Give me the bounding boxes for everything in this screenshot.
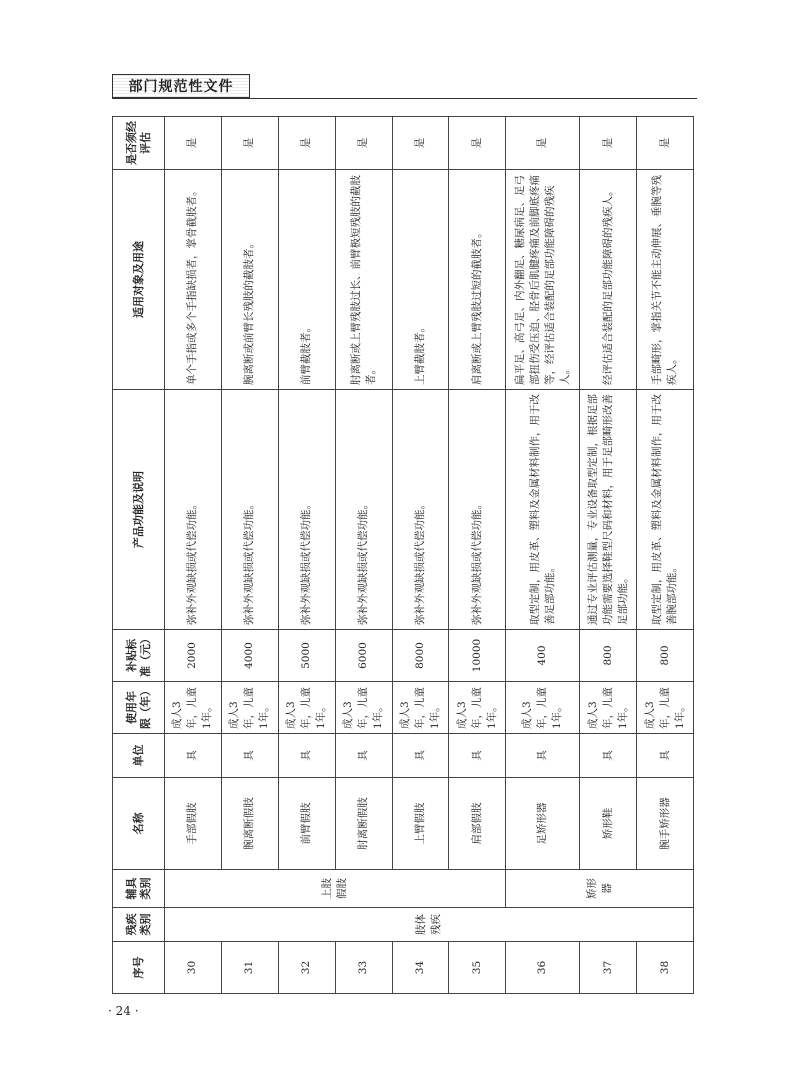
col-header-unit: 单位 [113,734,165,778]
cell-no: 37 [580,942,637,994]
cell-years: 成人3年，儿童1年。 [637,682,694,734]
cell-function: 弥补外观缺损或代偿功能。 [449,390,506,630]
cell-unit: 具 [449,734,506,778]
table-row [449,117,506,994]
table-row [637,117,694,994]
table-row [165,117,222,994]
cell-subsidy: 800 [580,630,637,682]
cell-years: 成人3年，儿童1年。 [506,682,580,734]
cell-years: 成人3年，儿童1年。 [392,682,449,734]
cell-target: 前臂截肢者。 [278,170,335,390]
cell-device-group-upper: 上肢假肢 [165,870,506,908]
cell-eval: 是 [392,117,449,170]
cell-unit: 具 [506,734,580,778]
cell-function: 弥补外观缺损或代偿功能。 [165,390,222,630]
cell-function: 弥补外观缺损或代偿功能。 [335,390,392,630]
table-row [278,117,335,994]
subsidy-table-container [112,117,694,994]
col-header-disability: 残疾类别 [113,908,165,942]
col-header-name: 名称 [113,778,165,870]
cell-eval: 是 [221,117,278,170]
cell-years: 成人3年，儿童1年。 [449,682,506,734]
cell-eval: 是 [449,117,506,170]
cell-name: 上臂假肢 [392,778,449,870]
cell-unit: 具 [335,734,392,778]
cell-years: 成人3年，儿童1年。 [278,682,335,734]
cell-years: 成人3年，儿童1年。 [335,682,392,734]
cell-name: 腕手矫形器 [637,778,694,870]
cell-unit: 具 [392,734,449,778]
cell-name: 矫形鞋 [580,778,637,870]
cell-unit: 具 [580,734,637,778]
cell-years: 成人3年，儿童1年。 [165,682,222,734]
cell-function: 取型定制，用皮革、塑料及金属材料制作，用于改善腕部功能。 [637,390,694,630]
cell-target: 上臂截肢者。 [392,170,449,390]
cell-function: 取型定制，用皮革、塑料及金属材料制作，用于改善足部功能。 [506,390,580,630]
cell-eval: 是 [637,117,694,170]
col-header-years: 使用年限（年） [113,682,165,734]
cell-no: 35 [449,942,506,994]
cell-eval: 是 [165,117,222,170]
cell-no: 36 [506,942,580,994]
cell-subsidy: 800 [637,630,694,682]
table-row [335,117,392,994]
col-header-subsidy: 补贴标准（元） [113,630,165,682]
table-row [506,117,580,994]
cell-disability-category: 肢体残疾 [165,908,694,942]
cell-name: 足矫形器 [506,778,580,870]
cell-years: 成人3年，儿童1年。 [580,682,637,734]
cell-name: 肩部假肢 [449,778,506,870]
col-header-device-type: 辅具类别 [113,870,165,908]
cell-target: 肘离断或上臂残肢过长、前臂极短残肢的截肢者。 [335,170,392,390]
cell-subsidy: 8000 [392,630,449,682]
cell-name: 前臂假肢 [278,778,335,870]
cell-function: 通过专业评估测量，专业设备取型定制，根据足部功能需要选择鞋型尺码和材料，用于足部畸形改善足部功能。 [580,390,637,630]
col-header-no: 序号 [113,942,165,994]
page-number: · 24 · [108,1004,139,1018]
cell-subsidy: 400 [506,630,580,682]
cell-target: 腕离断或前臂长残肢的截肢者。 [221,170,278,390]
cell-unit: 具 [165,734,222,778]
cell-no: 34 [392,942,449,994]
cell-no: 32 [278,942,335,994]
cell-eval: 是 [335,117,392,170]
cell-function: 弥补外观缺损或代偿功能。 [392,390,449,630]
cell-eval: 是 [580,117,637,170]
cell-function: 弥补外观缺损或代偿功能。 [278,390,335,630]
cell-function: 弥补外观缺损或代偿功能。 [221,390,278,630]
header-rule [112,98,697,99]
cell-subsidy: 4000 [221,630,278,682]
cell-device-group-orthosis: 矫形器 [506,870,694,908]
cell-name: 腕离断假肢 [221,778,278,870]
cell-subsidy: 6000 [335,630,392,682]
cell-no: 33 [335,942,392,994]
cell-unit: 具 [278,734,335,778]
table-row [221,117,278,994]
cell-unit: 具 [221,734,278,778]
cell-target: 肩离断或上臂残肢过短的截肢者。 [449,170,506,390]
cell-years: 成人3年，儿童1年。 [221,682,278,734]
table-row [580,117,637,994]
cell-no: 30 [165,942,222,994]
col-header-function: 产品功能及说明 [113,390,165,630]
col-header-target: 适用对象及用途 [113,170,165,390]
cell-target: 扁平足、高弓足、内外翻足、糖尿病足、足弓部扭伤受压迫、胫骨后肌腱疼痛及前脚底疼痛等，经评估适合装配的足部功能障碍的残疾人。 [506,170,580,390]
cell-target: 单个手指或多个手指缺损者，掌骨截肢者。 [165,170,222,390]
subsidy-table [112,116,694,994]
section-label: 部门规范性文件 [112,74,250,98]
cell-subsidy: 2000 [165,630,222,682]
cell-name: 手部假肢 [165,778,222,870]
cell-unit: 具 [637,734,694,778]
col-header-eval: 是否须经评估 [113,117,165,170]
cell-eval: 是 [506,117,580,170]
table-row [392,117,449,994]
cell-target: 手部畸形，掌指关节不能主动伸展、垂腕等残疾人。 [637,170,694,390]
cell-eval: 是 [278,117,335,170]
cell-no: 31 [221,942,278,994]
table-header-row [113,117,165,994]
cell-subsidy: 5000 [278,630,335,682]
cell-no: 38 [637,942,694,994]
cell-target: 经评估适合装配的足部功能障碍的残疾人。 [580,170,637,390]
cell-subsidy: 10000 [449,630,506,682]
cell-name: 肘离断假肢 [335,778,392,870]
